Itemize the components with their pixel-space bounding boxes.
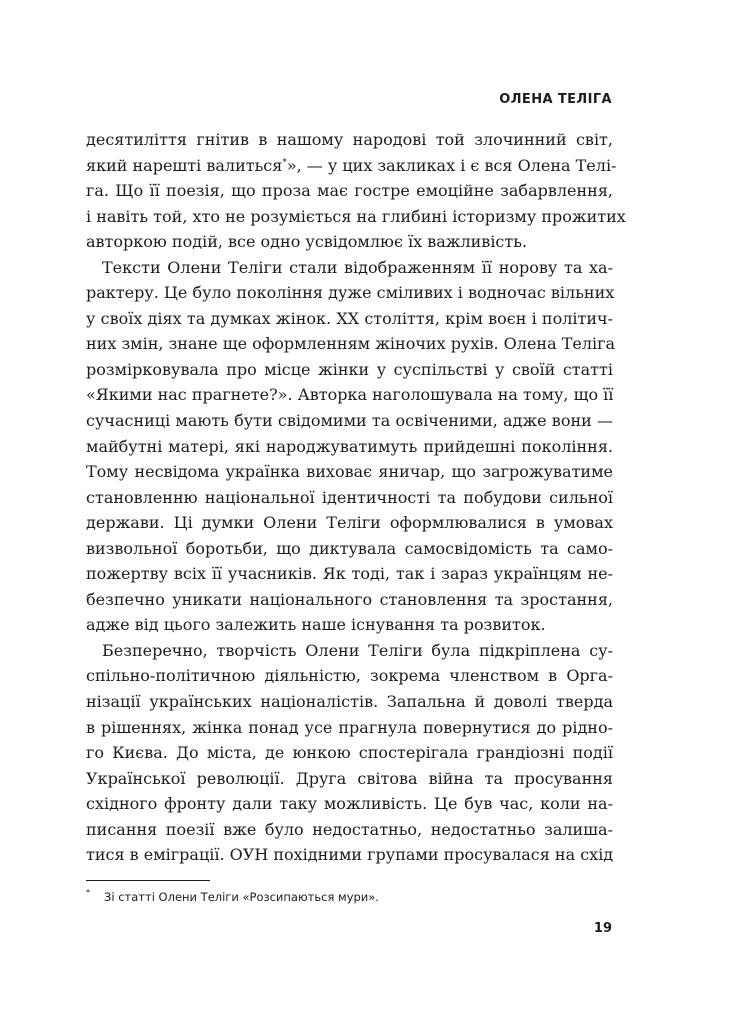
text-line: держави. Ці думки Олени Теліги оформлювалися в умовах (86, 513, 613, 533)
text-line: авторкою подій, все одно усвідомлює їх важливість. (86, 232, 528, 252)
text-line: тися в еміграції. ОУН похідними групами просувалася на схід (86, 845, 614, 865)
text-line: безпечно уникати національного становлення та зростання, (86, 589, 613, 609)
text-line: десятиліття гнітив в нашому народові той злочинний світ, (86, 130, 613, 149)
paragraph (86, 255, 616, 638)
body-text (86, 127, 626, 868)
text-line: «Якими нас прагнете?». Авторка наголошувала на тому, що її (86, 385, 614, 405)
footnote-divider (86, 880, 210, 881)
text-line: га. Що її поезія, що проза має гостре емоційне забарвлення, (86, 181, 613, 201)
text-line: Тексти Олени Теліги стали відображенням її норову та ха- (102, 257, 613, 277)
text-line: в рішеннях, жінка понад усе прагнула повернутися до рідно- (86, 717, 613, 737)
text-line: майбутні матері, які народжуватимуть прийдешні покоління. (86, 436, 613, 456)
text-line: пожертву всіх її учасників. Як тоді, так і зараз українцям не- (86, 564, 613, 584)
text-line: адже від цього залежить наше існування та розвиток. (86, 615, 546, 635)
paragraph (86, 127, 626, 255)
text-line: рактеру. Це було покоління дуже сміливих і водночас вільних (86, 283, 615, 303)
text-line: і навіть той, хто не розуміється на глибині історизму прожитих (86, 206, 626, 226)
text-line: них змін, знане ще оформленням жіночих рухів. Олена Теліга (86, 334, 616, 354)
text-line: спільно-політичною діяльністю, зокрема членством в Орга- (86, 666, 613, 686)
text-line: становленню національної ідентичності та побудови сильної (86, 487, 613, 507)
paragraph (86, 638, 613, 868)
text-line: нізації українських націоналістів. Запальна й доволі тверда (86, 692, 613, 712)
text-line: писання поезії вже було недостатньо, недостатньо залиша- (86, 819, 613, 839)
text-line: розмірковувала про місце жінки у суспільстві у своїй статті (86, 359, 613, 379)
text-line: східного фронту дали таку можливість. Це був час, коли на- (86, 794, 613, 814)
text-line: сучасниці мають бути свідомими та освіченими, адже вони — (86, 411, 613, 431)
text-line: який нарешті валиться*», — у цих закликах і є вся Олена Телі- (86, 155, 617, 175)
running-head: ОЛЕНА ТЕЛІГА (499, 92, 612, 107)
text-line: визвольної боротьби, що диктувала самосвідомість та само- (86, 538, 613, 558)
text-line: Тому несвідома українка виховає яничар, що загрожуватиме (86, 462, 613, 482)
text-line: у своїх діях та думках жінок. XX століття, крім воєн і політич- (86, 308, 613, 328)
text-line: Безперечно, творчість Олени Теліги була підкріплена су- (102, 640, 613, 660)
page-number: 19 (593, 921, 612, 936)
text-line: го Києва. До міста, де юнкою спостерігала грандіозні події (86, 743, 613, 763)
footnote-reference: * (282, 157, 287, 168)
footnote-mark: * (86, 888, 90, 897)
footnote-text: Зі статті Олени Теліги «Розсипаються мури». (104, 890, 379, 904)
text-line: Української революції. Друга світова війна та просування (86, 768, 613, 788)
